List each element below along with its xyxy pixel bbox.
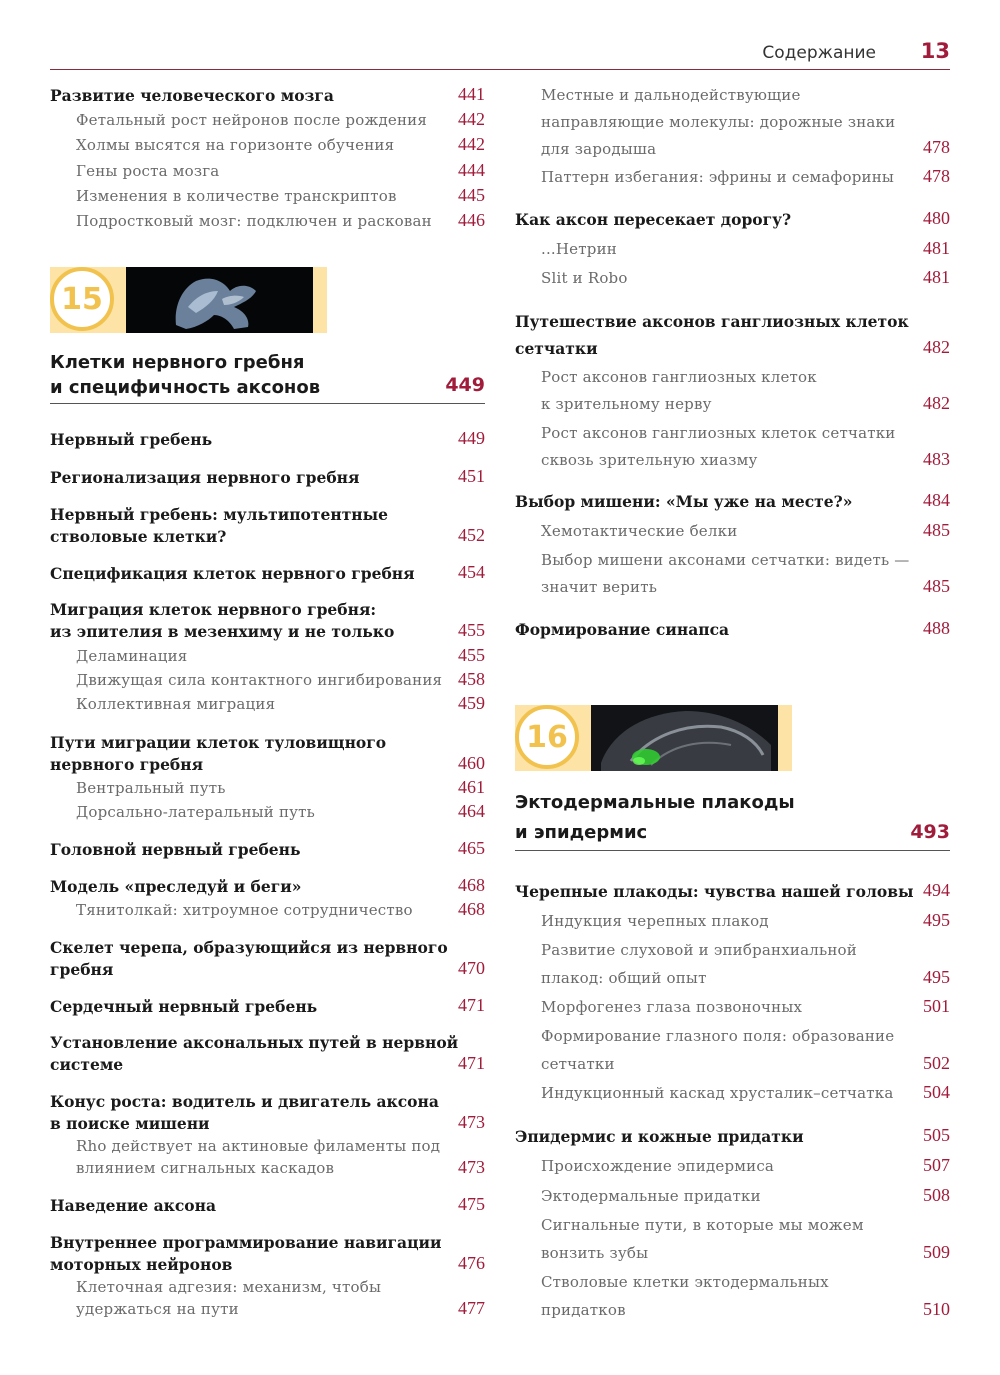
chapter-rule <box>50 403 485 404</box>
toc-entry-title: Дорсально-латеральный путь <box>76 803 316 821</box>
toc-entry-title: Хемотактические белки <box>541 522 738 540</box>
toc-entry-title: Местные и дальнодействующие <box>541 86 801 104</box>
toc-entry-title: Установление аксональных путей в нервной <box>50 1033 459 1052</box>
toc-entry-title-line2: сетчатки <box>515 339 598 358</box>
toc-entry-title: Сердечный нервный гребень <box>50 997 318 1016</box>
toc-entry-title: Коллективная миграция <box>76 695 276 713</box>
toc-entry-page: 444 <box>458 160 485 180</box>
running-title: Содержание <box>762 43 876 63</box>
toc-entry-title: Паттерн избегания: эфрины и семафорины <box>541 168 895 186</box>
toc-entry-title: Клеточная адгезия: механизм, чтобы <box>76 1278 382 1296</box>
chapter-page: 493 <box>910 821 950 843</box>
toc-entry-title: Черепные плакоды: чувства нашей головы <box>515 882 914 901</box>
toc-entry-page: 485 <box>923 576 950 596</box>
toc-entry-page: 445 <box>458 185 485 205</box>
toc-entry-title: Рост аксонов ганглиозных клеток сетчатки <box>541 424 896 442</box>
toc-entry-title-line2: в поиске мишени <box>50 1114 210 1133</box>
toc-entry-title: Подростковый мозг: подключен и раскован <box>76 212 432 230</box>
toc-entry-title-line2: моторных нейронов <box>50 1255 233 1274</box>
toc-entry-page: 501 <box>923 996 950 1016</box>
toc-entry-page: 455 <box>458 645 485 665</box>
toc-entry-page: 505 <box>923 1125 950 1145</box>
toc-entry-page: 458 <box>458 669 485 689</box>
toc-entry-page: 494 <box>923 880 950 900</box>
toc-entry-title-line2: направляющие молекулы: дорожные знаки <box>541 113 896 131</box>
toc-entry-title: Индукция черепных плакод <box>541 912 769 930</box>
chapter-image <box>126 267 313 333</box>
toc-entry-title: Как аксон пересекает дорогу? <box>515 210 792 229</box>
toc-entry-page: 471 <box>458 1053 485 1073</box>
toc-entry-title-line2: нервного гребня <box>50 755 204 774</box>
toc-entry-page: 452 <box>458 525 485 545</box>
chapter-number: 16 <box>515 705 579 769</box>
toc-entry-page: 470 <box>458 958 485 978</box>
toc-entry-page: 502 <box>923 1053 950 1073</box>
toc-entry-page: 481 <box>923 267 950 287</box>
toc-entry-title: Вентральный путь <box>76 779 226 797</box>
toc-entry-page: 468 <box>458 899 485 919</box>
toc-entry-page: 478 <box>923 166 950 186</box>
toc-entry-title: Головной нервный гребень <box>50 840 301 859</box>
toc-entry-page: 504 <box>923 1082 950 1102</box>
chapter-badge <box>50 267 327 333</box>
toc-entry-title: Развитие слуховой и эпибранхиальной <box>541 941 857 959</box>
toc-entry-title: Миграция клеток нервного гребня: <box>50 600 377 619</box>
toc-entry-page: 459 <box>458 693 485 713</box>
toc-entry-title: Нервный гребень <box>50 430 213 449</box>
toc-entry-page: 451 <box>458 466 485 486</box>
toc-entry-page: 484 <box>923 490 950 510</box>
toc-entry-title: Пути миграции клеток туловищного <box>50 733 387 752</box>
toc-entry-title: Фетальный рост нейронов после рождения <box>76 111 428 129</box>
toc-entry-title-line2: удержаться на пути <box>76 1300 239 1318</box>
toc-entry-title: Выбор мишени аксонами сетчатки: видеть — <box>541 551 910 569</box>
toc-entry-page: 483 <box>923 449 950 469</box>
toc-entry-title: Внутреннее программирование навигации <box>50 1233 442 1252</box>
toc-entry-title: Формирование глазного поля: образование <box>541 1027 895 1045</box>
toc-entry-page: 485 <box>923 520 950 540</box>
toc-entry-title: ...Нетрин <box>541 240 617 258</box>
toc-entry-title: Эктодермальные придатки <box>541 1187 761 1205</box>
toc-entry-page: 465 <box>458 838 485 858</box>
toc-entry-title: Стволовые клетки эктодермальных <box>541 1273 829 1291</box>
chapter-title-line2: и специфичность аксонов <box>50 377 321 398</box>
toc-entry-title-line2: гребня <box>50 960 114 979</box>
toc-entry-page: 481 <box>923 238 950 258</box>
toc-entry-page: 478 <box>923 137 950 157</box>
toc-entry-title: Регионализация нервного гребня <box>50 468 360 487</box>
toc-entry-title: Изменения в количестве транскриптов <box>76 187 397 205</box>
toc-entry-page: 473 <box>458 1112 485 1132</box>
toc-entry-title: Выбор мишени: «Мы уже на месте?» <box>515 492 853 511</box>
toc-entry-title-line2: придатков <box>541 1301 626 1319</box>
toc-entry-title: Конус роста: водитель и двигатель аксона <box>50 1092 439 1111</box>
toc-entry-page: 460 <box>458 753 485 773</box>
toc-entry-page: 508 <box>923 1185 950 1205</box>
chapter-title-line2: и эпидермис <box>515 822 648 843</box>
toc-entry-page: 442 <box>458 134 485 154</box>
toc-entry-title-line2: плакод: общий опыт <box>541 969 707 987</box>
toc-entry-title: Морфогенез глаза позвоночных <box>541 998 803 1016</box>
toc-entry-title-line2: сетчатки <box>541 1055 615 1073</box>
toc-entry-title: Развитие человеческого мозга <box>50 86 334 105</box>
toc-entry-title: Rho действует на актиновые филаменты под <box>76 1137 441 1155</box>
toc-entry-title-line2: к зрительному нерву <box>541 395 712 413</box>
toc-entry-title: Происхождение эпидермиса <box>541 1157 775 1175</box>
toc-entry-page: 471 <box>458 995 485 1015</box>
toc-entry-page: 510 <box>923 1299 950 1319</box>
toc-entry-page: 477 <box>458 1298 485 1318</box>
toc-entry-page: 464 <box>458 801 485 821</box>
chapter-illustration <box>591 705 778 771</box>
toc-entry-title: Нервный гребень: мультипотентные <box>50 505 389 524</box>
toc-entry-page: 442 <box>458 109 485 129</box>
toc-entry-title: Тянитолкай: хитроумное сотрудничество <box>76 901 413 919</box>
toc-entry-page: 509 <box>923 1242 950 1262</box>
toc-entry-page: 461 <box>458 777 485 797</box>
toc-entry-page: 468 <box>458 875 485 895</box>
toc-entry-title: Деламинация <box>76 647 188 665</box>
toc-entry-page: 482 <box>923 337 950 357</box>
chapter-number: 15 <box>50 267 114 331</box>
toc-entry-title-line2: стволовые клетки? <box>50 527 227 546</box>
toc-entry-page: 454 <box>458 562 485 582</box>
toc-entry-page: 441 <box>458 84 485 104</box>
toc-entry-title: Индукционный каскад хрусталик–сетчатка <box>541 1084 894 1102</box>
toc-entry-title: Наведение аксона <box>50 1196 217 1215</box>
toc-entry-title: Скелет черепа, образующийся из нервного <box>50 938 448 957</box>
toc-entry-title-line3: для зародыша <box>541 140 657 158</box>
toc-entry-page: 475 <box>458 1194 485 1214</box>
toc-entry-title: Путешествие аксонов ганглиозных клеток <box>515 312 909 331</box>
toc-entry-page: 495 <box>923 967 950 987</box>
toc-entry-title: Slit и Robo <box>541 269 628 287</box>
toc-entry-title: Движущая сила контактного ингибирования <box>76 671 443 689</box>
toc-entry-title-line2: из эпителия в мезенхиму и не только <box>50 622 395 641</box>
toc-entry-page: 455 <box>458 620 485 640</box>
toc-entry-page: 449 <box>458 428 485 448</box>
chapter-rule <box>515 850 950 851</box>
toc-entry-title: Сигнальные пути, в которые мы можем <box>541 1216 864 1234</box>
toc-entry-page: 507 <box>923 1155 950 1175</box>
toc-entry-title: Холмы высятся на горизонте обучения <box>76 136 395 154</box>
chapter-title-line1: Эктодермальные плакоды <box>515 792 795 813</box>
toc-entry-title-line2: вонзить зубы <box>541 1244 649 1262</box>
chapter-badge <box>515 705 792 771</box>
toc-entry-page: 480 <box>923 208 950 228</box>
header-rule <box>50 69 950 70</box>
chapter-image <box>591 705 778 771</box>
toc-entry-page: 473 <box>458 1157 485 1177</box>
toc-entry-title: Формирование синапса <box>515 620 730 639</box>
toc-entry-title-line2: сквозь зрительную хиазму <box>541 451 758 469</box>
toc-entry-page: 482 <box>923 393 950 413</box>
toc-entry-title: Гены роста мозга <box>76 162 220 180</box>
toc-entry-page: 488 <box>923 618 950 638</box>
toc-entry-title-line2: системе <box>50 1055 124 1074</box>
chapter-illustration <box>126 267 313 333</box>
chapter-page: 449 <box>445 374 485 396</box>
toc-entry-page: 446 <box>458 210 485 230</box>
chapter-title-line1: Клетки нервного гребня <box>50 352 305 373</box>
toc-entry-title-line2: значит верить <box>541 578 658 596</box>
toc-entry-page: 495 <box>923 910 950 930</box>
toc-entry-title: Модель «преследуй и беги» <box>50 877 302 896</box>
page-number: 13 <box>920 39 950 63</box>
toc-entry-title: Эпидермис и кожные придатки <box>515 1127 804 1146</box>
toc-entry-page: 476 <box>458 1253 485 1273</box>
toc-entry-title: Спецификация клеток нервного гребня <box>50 564 415 583</box>
toc-entry-title: Рост аксонов ганглиозных клеток <box>541 368 817 386</box>
toc-entry-title-line2: влиянием сигнальных каскадов <box>76 1159 335 1177</box>
toc-entry[interactable] <box>50 86 485 106</box>
